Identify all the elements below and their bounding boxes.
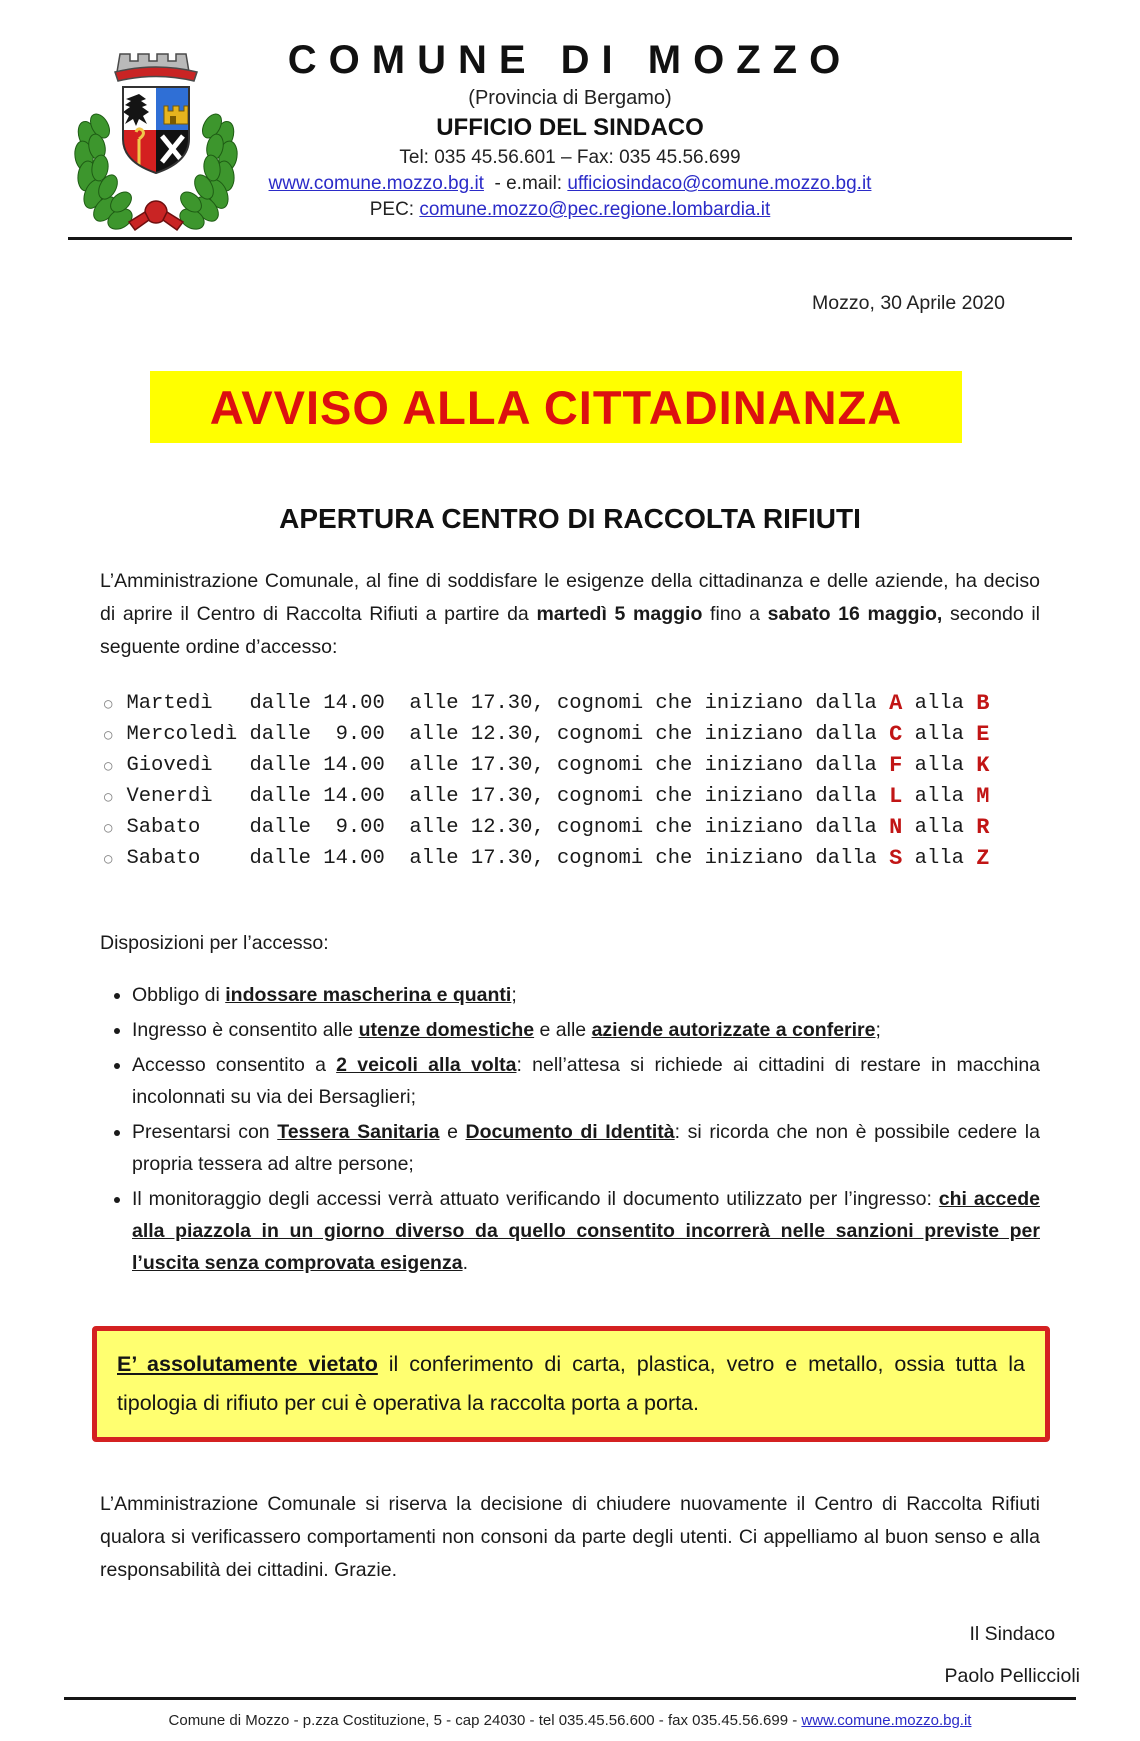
schedule-row	[104, 750, 1080, 781]
signature-role: Il Sindaco	[969, 1623, 1056, 1645]
intro-text-1: L’Amministrazione Comunale, al fine di soddisfare le esigenze della cittadinanza e delle aziende, ha deciso di aprire il Centro di Raccolta Rifiuti a partire da	[100, 570, 1040, 625]
schedule-alla: alla	[902, 785, 977, 808]
rule-text: .	[462, 1252, 468, 1274]
letter-from: L	[889, 784, 903, 809]
access-heading: Disposizioni per l’accesso:	[100, 932, 329, 954]
schedule-alla: alla	[902, 847, 977, 870]
footer-divider	[64, 1697, 1076, 1700]
date-line: Mozzo, 30 Aprile 2020	[812, 292, 1005, 314]
letter-to: K	[976, 753, 990, 778]
schedule-text: Giovedì dalle 14.00 alle 17.30, cognomi che iniziano dalla	[126, 754, 890, 777]
rule-emphasis: utenze domestiche	[358, 1019, 535, 1041]
schedule-text: Sabato dalle 14.00 alle 17.30, cognomi che iniziano dalla	[126, 847, 890, 870]
office-name: UFFICIO DEL SINDACO	[436, 114, 704, 141]
rule-text: Presentarsi con	[132, 1121, 278, 1143]
rule-emphasis: Tessera Sanitaria	[277, 1121, 440, 1143]
schedule-text: Martedì dalle 14.00 alle 17.30, cognomi che iniziano dalla	[126, 692, 890, 715]
letter-from: A	[889, 691, 903, 716]
schedule-row	[104, 781, 1080, 812]
circle-bullet-icon: ○	[104, 726, 113, 743]
schedule-row	[104, 688, 1080, 719]
footer-text: Comune di Mozzo - p.zza Costituzione, 5 - cap 24030 - tel 035.45.56.600 - fax 035.45.56.699 -	[168, 1712, 802, 1729]
shield	[123, 87, 189, 173]
intro-bold-2: sabato 16 maggio,	[767, 603, 943, 625]
phone-fax-line: Tel: 035 45.56.601 – Fax: 035 45.56.699	[399, 147, 741, 168]
letterhead	[0, 0, 1140, 221]
access-rule	[132, 979, 1040, 1011]
intro-paragraph	[100, 565, 1040, 664]
schedule-alla: alla	[902, 816, 977, 839]
rule-text: ;	[511, 984, 517, 1006]
prohibition-warning-box	[92, 1326, 1050, 1442]
circle-bullet-icon: ○	[104, 695, 113, 712]
schedule-alla: alla	[902, 723, 977, 746]
municipal-coat-of-arms-icon	[70, 40, 242, 238]
schedule-text: Mercoledì dalle 9.00 alle 12.30, cognomi che iniziano dalla	[126, 723, 890, 746]
schedule-text: Venerdì dalle 14.00 alle 17.30, cognomi che iniziano dalla	[126, 785, 890, 808]
footer-address-line	[0, 1712, 1140, 1729]
schedule-list	[104, 688, 1080, 874]
ribbon-bow	[129, 201, 183, 230]
rule-text: Obbligo di	[132, 984, 226, 1006]
letter-to: B	[976, 691, 990, 716]
mural-crown	[115, 54, 197, 81]
schedule-row	[104, 843, 1080, 874]
rule-text: : si ricorda che non è possibile cedere la propria tessera ad altre persone;	[132, 1121, 1040, 1175]
eagle-charge	[123, 94, 149, 126]
letter-to: R	[976, 815, 990, 840]
circle-bullet-icon: ○	[104, 819, 113, 836]
pec-label: PEC:	[369, 199, 420, 220]
rule-text: : nell’attesa si richiede ai cittadini di restare in macchina incolonnati su via dei Bersaglieri;	[132, 1054, 1041, 1108]
rule-text: Il monitoraggio degli accessi verrà attuato verificando il documento utilizzato per l’ingresso:	[132, 1188, 939, 1210]
notice-banner: AVVISO ALLA CITTADINANZA	[150, 371, 962, 443]
pec-link[interactable]: comune.mozzo@pec.regione.lombardia.it	[419, 199, 771, 220]
letter-to: E	[976, 722, 990, 747]
letter-from: F	[889, 753, 903, 778]
province-line: (Provincia di Bergamo)	[468, 87, 672, 109]
circle-bullet-icon: ○	[104, 850, 113, 867]
notice-title: APERTURA CENTRO DI RACCOLTA RIFIUTI	[279, 503, 861, 534]
intro-text-2: fino a	[702, 603, 768, 625]
rule-text: e	[439, 1121, 466, 1143]
warning-emphasis: E’ assolutamente vietato	[117, 1352, 378, 1376]
rule-emphasis: chi accede alla piazzola in un giorno diverso da quello consentito incorrerà nelle sanzioni previste per l’uscita senza comprovata esigenza	[132, 1188, 1040, 1274]
schedule-alla: alla	[902, 754, 977, 777]
rule-text: ;	[875, 1019, 881, 1041]
intro-bold-1: martedì 5 maggio	[536, 603, 703, 625]
schedule-row	[104, 812, 1080, 843]
circle-bullet-icon: ○	[104, 757, 113, 774]
access-rule	[132, 1183, 1040, 1279]
rule-emphasis: Documento di Identità	[465, 1121, 675, 1143]
footer-website-link[interactable]: www.comune.mozzo.bg.it	[801, 1712, 972, 1729]
letter-to: M	[976, 784, 990, 809]
circle-bullet-icon: ○	[104, 788, 113, 805]
intro-text-3: secondo il seguente ordine d’accesso:	[100, 603, 1040, 658]
letter-from: C	[889, 722, 903, 747]
letter-to: Z	[976, 846, 990, 871]
rule-text: Accesso consentito a	[132, 1054, 337, 1076]
schedule-row	[104, 719, 1080, 750]
access-rule	[132, 1116, 1040, 1180]
schedule-alla: alla	[902, 692, 977, 715]
rule-emphasis: aziende autorizzate a conferire	[591, 1019, 876, 1041]
access-rules-list	[100, 979, 1040, 1282]
page-footer	[0, 1697, 1140, 1741]
warning-text: il conferimento di carta, plastica, vetro e metallo, ossia tutta la tipologia di rifiuto per cui è operativa la raccolta porta a porta.	[117, 1352, 1025, 1415]
website-link[interactable]: www.comune.mozzo.bg.it	[268, 173, 484, 194]
letter-from: S	[889, 846, 903, 871]
rule-text: e alle	[534, 1019, 592, 1041]
signature-name: Paolo Pelliccioli	[944, 1665, 1080, 1687]
rule-text: Ingresso è consentito alle	[132, 1019, 359, 1041]
access-rule	[132, 1049, 1040, 1113]
closing-paragraph: L’Amministrazione Comunale si riserva la decisione di chiudere nuovamente il Centro di Raccolta Rifiuti qualora si verificassero comportamenti non consoni da parte degli utenti. Ci appelliamo al buon senso e alla responsabilità dei cittadini. Grazie.	[100, 1493, 1040, 1581]
schedule-text: Sabato dalle 9.00 alle 12.30, cognomi che iniziano dalla	[126, 816, 890, 839]
rule-emphasis: 2 veicoli alla volta	[336, 1054, 517, 1076]
signature-block	[945, 1613, 1080, 1697]
email-link[interactable]: ufficiosindaco@comune.mozzo.bg.it	[567, 173, 872, 194]
letter-from: N	[889, 815, 903, 840]
rule-emphasis: indossare mascherina e quanti	[225, 984, 512, 1006]
municipality-name: COMUNE DI MOZZO	[287, 38, 853, 82]
email-label: - e.mail:	[483, 173, 568, 194]
access-rule	[132, 1014, 1040, 1046]
